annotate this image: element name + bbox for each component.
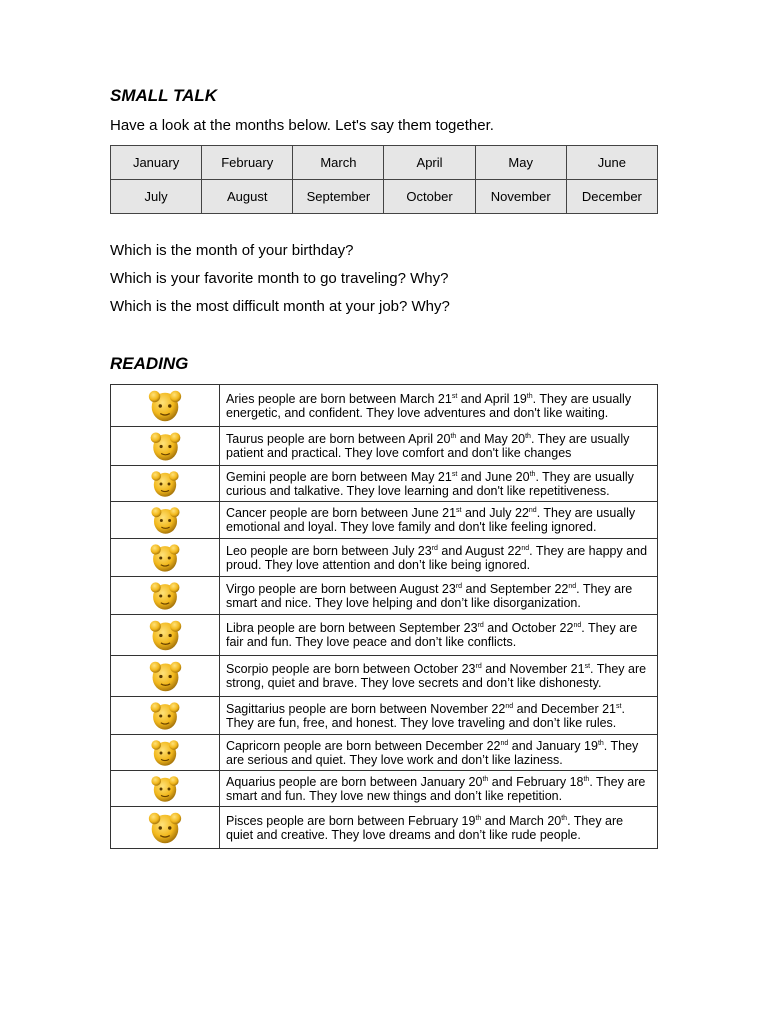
description-text: and June 20 (457, 469, 530, 484)
months-row (111, 180, 658, 214)
question-job: Which is the most difficult month at your job? Why? (110, 298, 450, 315)
zodiac-icon-cell (111, 539, 220, 577)
description-text: Capricorn people are born between December 22 (226, 738, 501, 753)
zodiac-icon-cell (111, 502, 220, 539)
ordinal-suffix: th (475, 814, 482, 822)
month-cell: August (202, 180, 293, 214)
month-cell: February (202, 146, 293, 180)
description-text: . They are usually emotional and loyal. They love family and don't like feeling ignored. (226, 506, 636, 534)
zodiac-description (220, 502, 658, 539)
virgo-icon (148, 579, 182, 613)
description-text: . They are strong, quiet and brave. They love secrets and don’t like dishonesty. (226, 662, 647, 690)
aries-icon (146, 387, 184, 425)
ordinal-suffix: th (526, 392, 533, 400)
zodiac-description (220, 385, 658, 427)
description-text: Cancer people are born between June 21 (226, 506, 457, 520)
description-text: and February 18 (488, 774, 584, 789)
zodiac-icon-cell (111, 656, 220, 697)
zodiac-description (220, 735, 658, 771)
ordinal-suffix: th (561, 814, 568, 822)
ordinal-suffix: th (450, 433, 457, 440)
ordinal-suffix: st (451, 392, 458, 400)
description-text: and October 22 (483, 621, 574, 635)
month-cell: May (475, 146, 566, 180)
ordinal-suffix: st (456, 507, 462, 514)
aquarius-icon (149, 773, 181, 805)
ordinal-suffix: th (597, 739, 604, 747)
description-text: . They are usually energetic, and confident. They love adventures and don't like waiting. (226, 391, 632, 420)
description-text: and August 22 (437, 543, 522, 558)
zodiac-description (220, 656, 658, 697)
description-text: and November 21 (481, 662, 585, 676)
zodiac-row (111, 539, 658, 577)
zodiac-icon-cell (111, 615, 220, 656)
ordinal-suffix: nd (500, 739, 509, 747)
zodiac-row (111, 615, 658, 656)
description-text: Aries people are born between March 21 (226, 391, 452, 406)
zodiac-description (220, 807, 658, 849)
libra-icon (147, 617, 184, 654)
description-text: and December 21 (513, 701, 616, 716)
description-text: . They are smart and fun. They love new things and don’t like repetition. (226, 774, 646, 803)
zodiac-description (220, 615, 658, 656)
zodiac-description (220, 427, 658, 466)
ordinal-suffix: nd (528, 507, 537, 514)
description-text: Sagittarius people are born between November 22 (226, 701, 506, 716)
zodiac-icon-cell (111, 466, 220, 502)
zodiac-description (220, 539, 658, 577)
ordinal-suffix: rd (455, 582, 463, 590)
zodiac-row (111, 427, 658, 466)
zodiac-icon-cell (111, 771, 220, 807)
description-text: and April 19 (457, 391, 527, 406)
ordinal-suffix: rd (477, 622, 484, 629)
description-text: Virgo people are born between August 23 (226, 581, 456, 596)
gemini-icon (149, 468, 181, 500)
question-travel: Which is your favorite month to go traveling? Why? (110, 270, 449, 287)
ordinal-suffix: st (584, 663, 591, 670)
description-text: . They are usually curious and talkative. They love learning and don't like repetitiveness. (226, 469, 634, 498)
zodiac-row (111, 735, 658, 771)
description-text: and September 22 (462, 581, 569, 596)
zodiac-icon-cell (111, 427, 220, 466)
zodiac-row (111, 502, 658, 539)
month-cell: June (566, 146, 657, 180)
ordinal-suffix: nd (573, 622, 582, 629)
leo-icon (148, 541, 182, 575)
ordinal-suffix: th (525, 433, 531, 440)
description-text: and March 20 (481, 813, 562, 828)
ordinal-suffix: st (615, 702, 622, 710)
scorpio-icon (147, 658, 184, 695)
ordinal-suffix: nd (505, 702, 514, 710)
sagittarius-icon (148, 699, 182, 733)
zodiac-table (110, 384, 658, 849)
zodiac-description (220, 466, 658, 502)
description-text: Pisces people are born between February 19 (226, 813, 476, 828)
reading-heading: READING (110, 354, 189, 373)
zodiac-row (111, 385, 658, 427)
description-text: Aquarius people are born between January 20 (226, 774, 483, 789)
ordinal-suffix: rd (431, 544, 438, 552)
zodiac-row (111, 697, 658, 735)
description-text: Gemini people are born between May 21 (226, 469, 452, 484)
description-text: . They are usually patient and practical. They love comfort and don't like changes (226, 432, 630, 460)
description-text: . They are serious and quiet. They love work and don’t like laziness. (226, 738, 639, 767)
description-text: Libra people are born between September 23 (226, 621, 478, 635)
zodiac-row (111, 577, 658, 615)
zodiac-row (111, 807, 658, 849)
zodiac-icon-cell (111, 577, 220, 615)
month-cell: November (475, 180, 566, 214)
pisces-icon (146, 809, 184, 847)
zodiac-icon-cell (111, 735, 220, 771)
ordinal-suffix: th (482, 775, 489, 783)
zodiac-icon-cell (111, 385, 220, 427)
zodiac-description (220, 697, 658, 735)
description-text: and May 20 (456, 432, 526, 446)
small-talk-heading: SMALL TALK (110, 86, 218, 105)
zodiac-row (111, 656, 658, 697)
description-text: and July 22 (461, 506, 529, 520)
ordinal-suffix: rd (475, 663, 482, 670)
description-text: Taurus people are born between April 20 (226, 432, 451, 446)
small-talk-intro: Have a look at the months below. Let's say them together. (110, 117, 494, 134)
description-text: and January 19 (508, 738, 598, 753)
ordinal-suffix: nd (521, 544, 530, 552)
month-cell: January (111, 146, 202, 180)
month-cell: July (111, 180, 202, 214)
description-text: . They are smart and nice. They love helping and don’t like disorganization. (226, 581, 633, 610)
month-cell: October (384, 180, 475, 214)
month-cell: December (566, 180, 657, 214)
months-row (111, 146, 658, 180)
description-text: . They are quiet and creative. They love dreams and don’t like rude people. (226, 813, 624, 842)
ordinal-suffix: st (451, 470, 458, 478)
description-text: Leo people are born between July 23 (226, 543, 432, 558)
ordinal-suffix: nd (568, 582, 577, 590)
month-cell: April (384, 146, 475, 180)
zodiac-row (111, 466, 658, 502)
description-text: . They are fair and fun. They love peace and don’t like conflicts. (226, 621, 638, 649)
zodiac-description (220, 577, 658, 615)
capricorn-icon (149, 737, 181, 769)
ordinal-suffix: th (529, 470, 536, 478)
description-text: Scorpio people are born between October 23 (226, 662, 476, 676)
description-text: . They are happy and proud. They love attention and don’t like being ignored. (226, 543, 648, 572)
zodiac-icon-cell (111, 697, 220, 735)
taurus-icon (148, 429, 183, 464)
zodiac-row (111, 771, 658, 807)
month-cell: September (293, 180, 384, 214)
zodiac-icon-cell (111, 807, 220, 849)
description-text: . They are fun, free, and honest. They love traveling and don’t like rules. (226, 701, 625, 730)
cancer-icon (149, 504, 182, 537)
month-cell: March (293, 146, 384, 180)
question-birthday: Which is the month of your birthday? (110, 242, 354, 259)
zodiac-description (220, 771, 658, 807)
ordinal-suffix: th (583, 775, 590, 783)
months-table (110, 145, 658, 214)
